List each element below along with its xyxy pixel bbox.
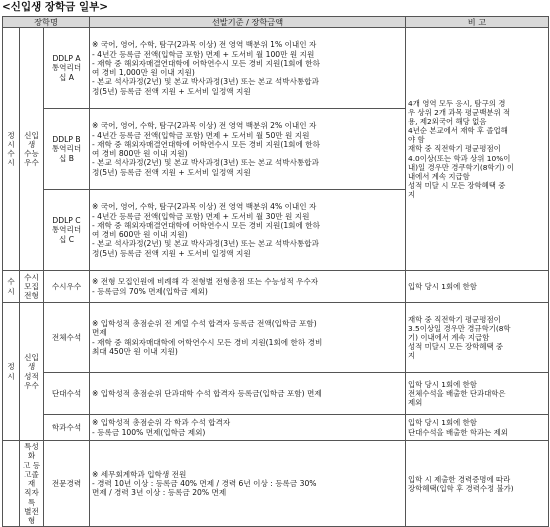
criteria-cell [90, 303, 406, 373]
note-line: 야 함 [408, 135, 425, 145]
criteria-line: - 본교 석사과정(2년) 및 본교 박사과정(3년) 또는 본교 석박사통합과 [92, 77, 319, 87]
category-cell: 신입생 성적 우수 [20, 303, 44, 441]
note-line: 용, 제2외국어 해당 없음 [408, 117, 487, 127]
criteria-line: 면제 [92, 328, 107, 338]
note-line: 입학 시 제출한 경력증명에 따라 [408, 474, 511, 484]
criteria-cell [90, 441, 406, 527]
group-cell: 정시 수시 [3, 28, 20, 271]
criteria-line: ※ 전형 모집인원에 비례해 각 전형별 전형총점 또는 수능성적 우수자 [92, 277, 319, 287]
note-line: 우 상위 2개 과목 평균백분위 적 [408, 108, 511, 118]
category-cell: 특성화 고 등 고졸재 직자특 별전형 [20, 441, 44, 527]
table-header-row [3, 17, 549, 28]
note-line: 성적 미달시 모든 장학혜택 중 [408, 342, 504, 352]
scholarship-name: DDLP A 통역리더 십 A [44, 28, 90, 109]
note-line: 장학혜택(입학 후 경력수정 불가) [408, 483, 514, 493]
criteria-line: - 등록금의 70% 면제(입학금 제외) [92, 286, 208, 296]
group-cell [3, 441, 20, 527]
note-cell [406, 28, 549, 271]
scholarship-name: 전문경력 [44, 441, 90, 527]
criteria-line: - 본교 석사과정(2년) 및 본교 박사과정(3년) 또는 본교 석박사통합과 [92, 239, 319, 249]
note-line: 4년순 본교에서 재학 후 졸업해 [408, 126, 508, 136]
table-row [3, 415, 549, 441]
criteria-line: - 4년간 등록금 전액(입학금 포함) 면제 + 도서비 월 50만 원 지원 [92, 130, 310, 140]
criteria-line: - 4년간 등록금 전액(입학금 포함) 면제 + 도서비 월 100만 원 지원 [92, 49, 315, 59]
criteria-line: ※ 국어, 영어, 수학, 탐구(2과목 이상) 전 영역 백분위 4% 이내인 자 [92, 202, 317, 212]
note-cell: 입학 당시 1회에 한함 [406, 271, 549, 303]
criteria-cell [90, 109, 406, 190]
note-line: 재학 중 직전학기 평균평점이 [408, 314, 501, 324]
criteria-line: - 4년간 등록금 전액(입학금 포함) 면제 + 도서비 월 30만 원 지원 [92, 211, 310, 221]
note-line: 4.0이상(또는 학과 상위 10%이 [408, 153, 511, 163]
criteria-cell [90, 373, 406, 415]
criteria-line: 여 경비 1,000만 원 이내 지원) [92, 68, 195, 77]
note-line: 제외 [408, 398, 423, 408]
criteria-line: 정(5년) 등록금 전액 지원 + 도서비 일정액 지원 [92, 248, 251, 258]
note-line: 3.5이상일 경우만 경규학기(8학 [408, 323, 511, 333]
criteria-cell [90, 415, 406, 441]
note-line: 내에서 계속 지급함 [408, 171, 470, 181]
note-line: 단대수석을 배출한 학과는 제외 [408, 427, 508, 437]
table-row [3, 271, 549, 303]
note-line: 기) 이내에서 계속 지급함 [408, 332, 490, 342]
category-cell: 수시 모집 전형 [20, 271, 44, 303]
page-title: <신입생 장학금 일부> [2, 1, 109, 13]
table-row [3, 303, 549, 373]
category-cell: 신입생 수능 우수 [20, 28, 44, 271]
note-line: 입학 당시 1회에 한함 [408, 418, 477, 428]
criteria-line: ※ 입학성적 총점순위 전 계열 수석 합격자 등록금 전액(입학금 포함) [92, 319, 317, 328]
criteria-line: - 등록금 100% 면제(입학금 제외) [92, 427, 206, 437]
criteria-cell [90, 271, 406, 303]
criteria-line: 면제 / 경력 3년 이상 : 등록금 20% 면제 [92, 488, 227, 498]
criteria-line: 여 경비 800만 원 이내 지원) [92, 149, 188, 158]
note-cell [406, 303, 549, 373]
note-line: 지 [408, 189, 416, 199]
table-row [3, 441, 549, 527]
scholarship-name: 학과수석 [44, 415, 90, 441]
criteria-line: ※ 입학성적 총점순위 단과대학 수석 합격자 등록금(입학금 포함) 면제 [92, 388, 322, 398]
scholarship-name: DDLP B 통역리더 십 B [44, 109, 90, 190]
note-line: 전체수석을 배출한 단과대학은 [408, 388, 506, 398]
header-note: 비 고 [406, 17, 549, 28]
criteria-line: ※ 입학성적 총점순위 각 학과 수석 합격자 [92, 418, 231, 428]
scholarship-name: 수시우수 [44, 271, 90, 303]
criteria-line: - 재학 중 해외자매대학에 어학연수시 모든 경비 지원(1회에 한하 경비 [92, 337, 323, 347]
criteria-line: - 재학 중 해외자매결연대학에 어학연수시 모든 경비 지원(1회에 한하 [92, 139, 320, 149]
table-row [3, 373, 549, 415]
criteria-cell [90, 28, 406, 109]
note-line: 입학 당시 1회에 한함 [408, 379, 477, 389]
header-criteria: 선발기준 / 장학금액 [90, 17, 406, 28]
note-line: 4개 영역 모두 응시, 탐구의 경 [408, 99, 506, 109]
header-scholarship-name: 장학명 [3, 17, 90, 28]
note-cell [406, 441, 549, 527]
criteria-line: - 본교 석사과정(2년) 및 본교 박사과정(3년) 또는 본교 석박사통합과 [92, 158, 319, 168]
group-cell: 수시 [3, 271, 20, 303]
scholarship-name: DDLP C 통역리더 십 C [44, 190, 90, 271]
criteria-line: - 재학 중 해외자매결연대학에 어학연수시 모든 경비 지원(1회에 한하 [92, 220, 320, 230]
note-line: 성적 미달 시 모든 장학혜택 중 [408, 180, 506, 190]
note-cell [406, 373, 549, 415]
table-row [3, 28, 549, 109]
criteria-cell [90, 190, 406, 271]
criteria-line: - 경력 10년 이상 : 등록금 40% 면제 / 경력 6년 이상 : 등록금 30% [92, 479, 317, 488]
criteria-line: 정(5년) 등록금 전액 지원 + 도서비 일정액 지원 [92, 167, 251, 177]
note-line: 내)일 경우만 경쿠학기(8학기) 이 [408, 162, 515, 172]
criteria-line: ※ 국어, 영어, 수학, 탐구(2과목 이상) 전 영역 백분위 2% 이내인 자 [92, 121, 317, 131]
scholarship-table [2, 16, 549, 527]
scholarship-name: 단대수석 [44, 373, 90, 415]
criteria-line: - 재학 중 해외자매결연대학에 어학연수시 모든 경비 지원(1회에 한하 [92, 58, 320, 68]
criteria-line: 최대 450만 원 이내 지원) [92, 346, 178, 356]
criteria-line: ※ 세무회계학과 입학생 전원 [92, 469, 187, 479]
note-line: 재학 중 직전학기 평균평점이 [408, 144, 501, 154]
group-cell: 정시 [3, 303, 20, 441]
criteria-line: 여 경비 600만 원 이내 지원) [92, 230, 188, 239]
criteria-line: 정(5년) 등록금 전액 지원 + 도서비 일정액 지원 [92, 86, 251, 96]
criteria-line: ※ 국어, 영어, 수학, 탐구(2과목 이상) 전 영역 백분위 1% 이내인 자 [92, 40, 317, 50]
scholarship-name: 전체수석 [44, 303, 90, 373]
note-cell [406, 415, 549, 441]
note-line: 지 [408, 351, 416, 361]
